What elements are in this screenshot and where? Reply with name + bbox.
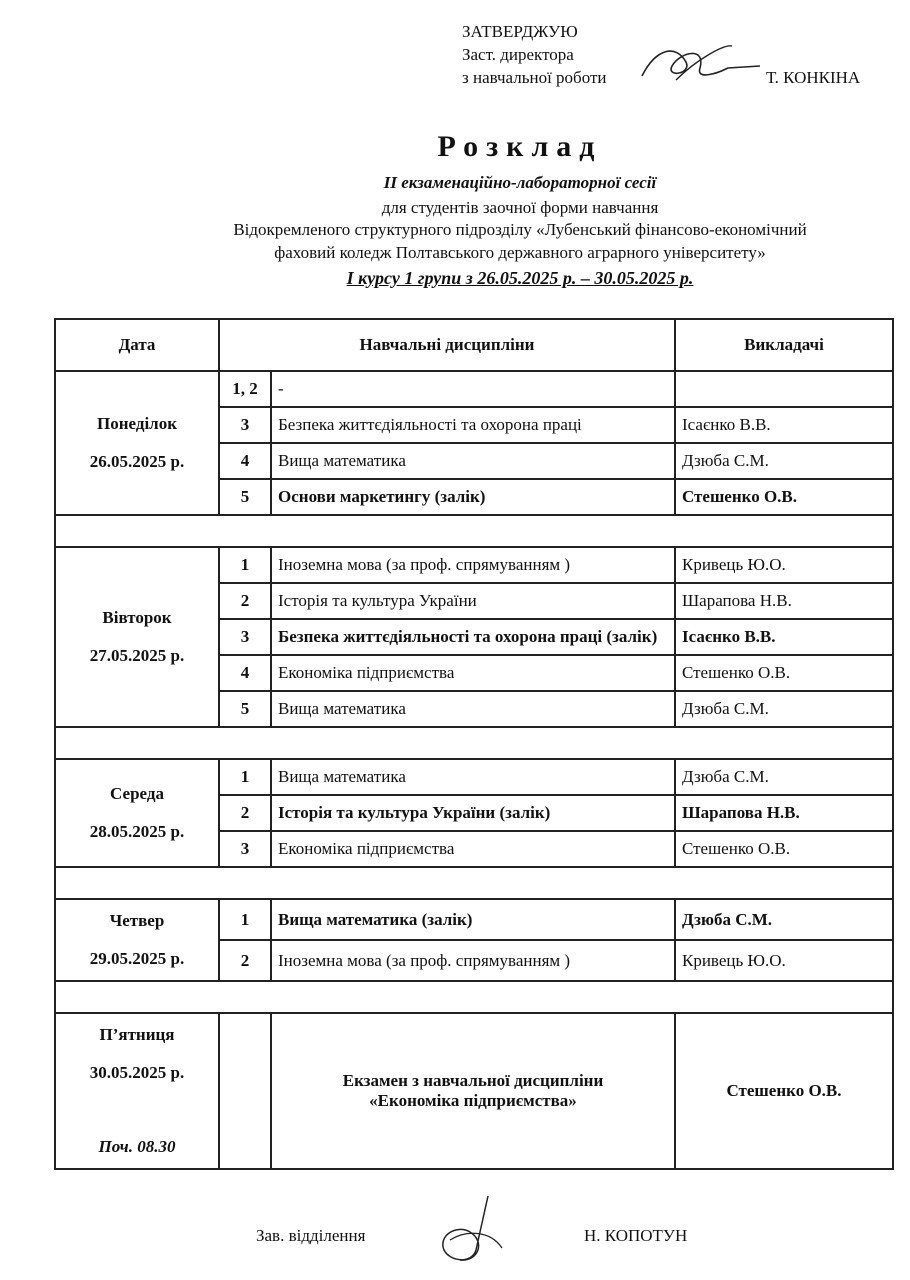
lesson-number: 2 xyxy=(219,795,271,831)
institution-line1: Відокремленого структурного підрозділу «Лубенський фінансово-економічний xyxy=(233,220,807,239)
footer-role: Зав. відділення xyxy=(256,1226,366,1245)
start-time: Поч. 08.30 xyxy=(98,1137,176,1156)
day-cell xyxy=(55,759,219,867)
day-date: 29.05.2025 р. xyxy=(89,949,185,968)
day-date: 28.05.2025 р. xyxy=(89,822,185,841)
day-name: Середа xyxy=(110,784,164,803)
lesson-number: 3 xyxy=(219,407,271,443)
separator-row xyxy=(55,867,893,899)
schedule-table xyxy=(54,318,894,1170)
discipline: Економіка підприємства xyxy=(271,831,675,867)
lesson-number: 2 xyxy=(219,940,271,981)
day-date: 30.05.2025 р. xyxy=(89,1063,185,1082)
day-name: П’ятниця xyxy=(99,1025,175,1044)
teacher: Шарапова Н.В. xyxy=(675,583,893,619)
discipline: - xyxy=(271,371,675,407)
discipline: Економіка підприємства xyxy=(271,655,675,691)
teacher: Стешенко О.В. xyxy=(675,1013,893,1169)
teacher: Стешенко О.В. xyxy=(675,831,893,867)
approval-position: Заст. директора xyxy=(462,45,574,64)
teacher: Стешенко О.В. xyxy=(675,479,893,515)
separator-row xyxy=(55,727,893,759)
day-cell xyxy=(55,899,219,981)
exam-line1: Екзамен з навчальної дисципліни xyxy=(342,1071,604,1090)
teacher: Стешенко О.В. xyxy=(675,655,893,691)
header-disciplines: Навчальні дисципліни xyxy=(219,319,675,371)
discipline-credit: Вища математика (залік) xyxy=(271,899,675,940)
header-teachers: Викладачі xyxy=(675,319,893,371)
director-signature xyxy=(636,38,766,88)
separator-row xyxy=(55,981,893,1013)
discipline: Вища математика xyxy=(271,759,675,795)
lesson-number: 3 xyxy=(219,619,271,655)
table-row xyxy=(55,1013,893,1169)
teacher: Кривець Ю.О. xyxy=(675,940,893,981)
lesson-number: 5 xyxy=(219,479,271,515)
day-name: Понеділок xyxy=(97,414,177,433)
table-row xyxy=(55,547,893,583)
day-cell xyxy=(55,371,219,515)
teacher: Ісаєнко В.В. xyxy=(675,619,893,655)
lesson-number: 1, 2 xyxy=(219,371,271,407)
day-cell xyxy=(55,1013,219,1169)
session-title: ІІ екзаменаційно-лабораторної сесії xyxy=(383,173,657,192)
course-group-period: І курсу 1 групи з 26.05.2025 р. – 30.05.2025 р. xyxy=(346,268,694,288)
lesson-number: 4 xyxy=(219,655,271,691)
approval-name: Т. КОНКІНА xyxy=(766,68,861,87)
lesson-number: 1 xyxy=(219,547,271,583)
approval-position-line2 xyxy=(462,66,861,89)
approval-heading: ЗАТВЕРДЖУЮ xyxy=(462,22,578,41)
lesson-number: 4 xyxy=(219,443,271,479)
day-name: Вівторок xyxy=(102,608,172,627)
discipline: Іноземна мова (за проф. спрямуванням ) xyxy=(271,547,675,583)
lesson-number: 1 xyxy=(219,899,271,940)
discipline-credit: Історія та культура України (залік) xyxy=(271,795,675,831)
approval-position-text: з навчальної роботи xyxy=(462,68,607,87)
table-row xyxy=(55,899,893,940)
day-cell xyxy=(55,547,219,727)
exam-line2: «Економіка підприємства» xyxy=(369,1091,577,1110)
table-header-row xyxy=(55,319,893,371)
teacher: Ісаєнко В.В. xyxy=(675,407,893,443)
students-line: для студентів заочної форми навчання xyxy=(381,198,659,217)
teacher xyxy=(675,371,893,407)
discipline: Іноземна мова (за проф. спрямуванням ) xyxy=(271,940,675,981)
document-title: Розклад xyxy=(437,130,603,163)
table-row xyxy=(55,759,893,795)
lesson-number: 2 xyxy=(219,583,271,619)
footer-name: Н. КОПОТУН xyxy=(584,1226,688,1245)
discipline: Вища математика xyxy=(271,443,675,479)
teacher: Дзюба С.М. xyxy=(675,691,893,727)
exam-discipline xyxy=(271,1013,675,1169)
lesson-number: 5 xyxy=(219,691,271,727)
lesson-number xyxy=(219,1013,271,1169)
day-date: 26.05.2025 р. xyxy=(89,452,185,471)
teacher: Шарапова Н.В. xyxy=(675,795,893,831)
head-signature xyxy=(430,1190,520,1270)
teacher: Дзюба С.М. xyxy=(675,443,893,479)
discipline-credit: Безпека життєдіяльності та охорона праці (залік) xyxy=(271,619,675,655)
teacher: Кривець Ю.О. xyxy=(675,547,893,583)
day-date: 27.05.2025 р. xyxy=(89,646,185,665)
table-row xyxy=(55,371,893,407)
approval-block xyxy=(462,20,861,89)
separator-row xyxy=(55,515,893,547)
teacher: Дзюба С.М. xyxy=(675,899,893,940)
header-date: Дата xyxy=(55,319,219,371)
teacher: Дзюба С.М. xyxy=(675,759,893,795)
discipline: Вища математика xyxy=(271,691,675,727)
discipline-credit: Основи маркетингу (залік) xyxy=(271,479,675,515)
lesson-number: 1 xyxy=(219,759,271,795)
institution-line2: фаховий коледж Полтавського державного аграрного університету» xyxy=(274,243,766,262)
day-name: Четвер xyxy=(109,911,165,930)
discipline: Безпека життєдіяльності та охорона праці xyxy=(271,407,675,443)
discipline: Історія та культура України xyxy=(271,583,675,619)
lesson-number: 3 xyxy=(219,831,271,867)
